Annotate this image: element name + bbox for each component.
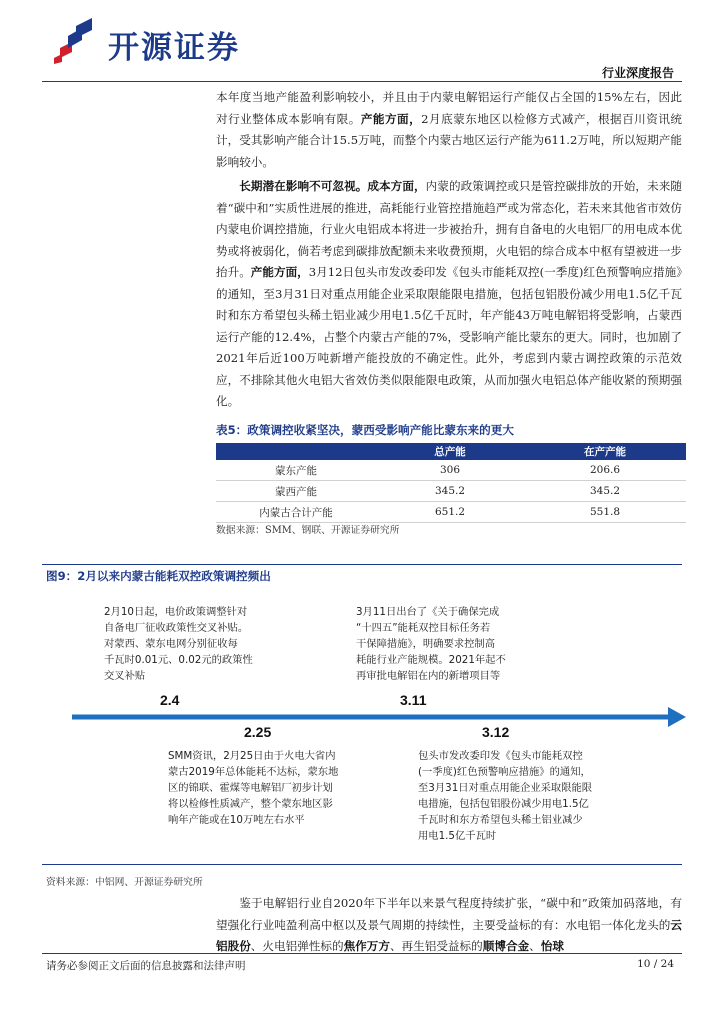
table-cell: 蒙东产能 [216, 460, 376, 481]
table-cell: 345.2 [376, 481, 524, 502]
event-text-mar12: 包头市发改委印发《包头市能耗双控 (一季度)红色预警响应措施》的通知， 至3月31日对重点用能企业采取限能限 电措施，包括包铝股份减少用电1.5亿 千瓦时和东方希望包头稀土铝业减少 用电1.5亿千瓦时 [418, 750, 593, 842]
event-text-feb25: SMM资讯，2月25日由于火电大省内 蒙古2019年总体能耗不达标，蒙东地 区的锦联、霍煤等电解铝厂初步计划 将以检修性质减产，整个蒙东地区影 响年产能或在10万吨左右水平 [168, 750, 339, 826]
figure-9-top-rule [42, 564, 682, 565]
table-cell: 306 [376, 460, 524, 481]
footer-divider [42, 953, 682, 954]
figure-9-caption: 图9：2月以来内蒙古能耗双控政策调控频出 [46, 569, 271, 583]
paragraph-1: 本年度当地产能盈利影响较小，并且由于内蒙电解铝运行产能仅占全国的15%左右，因此对行业整体成本影响有限。产能方面，2月底蒙东地区以检修方式减产，根据百川资讯统计，受其影响产能合计15.5万吨，而整个内蒙古地区运行产能为611.2万吨，所以短期产能影响较小。 [216, 90, 682, 169]
table-row [216, 481, 686, 502]
table-cell: 内蒙古合计产能 [216, 502, 376, 523]
table-header-row [216, 443, 686, 460]
timeline-arrow-icon [72, 704, 688, 730]
brand-name: 开源证券 [108, 30, 240, 66]
brand-logo-icon [50, 18, 100, 64]
table-5-caption: 表5：政策调控收紧坚决，蒙西受影响产能比蒙东来的更大 [216, 423, 514, 437]
timeline-date-label: 3.12 [482, 724, 510, 740]
table-cell: 345.2 [524, 481, 686, 502]
report-type-label: 行业深度报告 [601, 66, 674, 80]
table-cell: 551.8 [524, 502, 686, 523]
table-cell: 蒙西产能 [216, 481, 376, 502]
figure-9-bottom-rule [42, 864, 682, 865]
table-5 [216, 443, 686, 523]
footer-disclaimer: 请务必参阅正文后面的信息披露和法律声明 [46, 960, 246, 972]
paragraph-2: 长期潜在影响不可忽视。成本方面，内蒙的政策调控或只是管控碳排放的开始，未来随着“碳中和”实质性进展的推进，高耗能行业管控措施趋严或为常态化，若未来其他省市效仿内蒙电价调控措施，行业火电铝成本将进一步被抬升，拥有自备电的火电铝厂的用电成本优势或将被弱化，倘若考虑到碳排放配额未来收费预期，火电铝的综合成本中枢有望被进一步抬升。产能方面，3月12日包头市发改委印发《包头市能耗双控(一季度)红色预警响应措施》的通知，至3月31日对重点用能企业采取限能限电措施，包括包铝股份减少用电1.5亿千瓦时和东方希望包头稀土铝业减少用电1.5亿千瓦时，年产能43万吨电解铝将受影响，占蒙西运行产能的12.4%，占整个内蒙古产能的7%，受影响产能比蒙东的更大。同时，也加剧了2021年后近100万吨新增产能投放的不确定性。此外，考虑到内蒙古调控政策的示范效应，不排除其他火电铝大省效仿类似限能限电政策，从而加强火电铝总体产能收紧的预期强化。 [216, 179, 682, 408]
table-header-cell: 总产能 [376, 443, 524, 460]
table-row [216, 502, 686, 523]
table-cell: 206.6 [524, 460, 686, 481]
timeline-date-label: 2.4 [160, 692, 180, 708]
event-text-mar11: 3月11日出台了《关于确保完成 “十四五”能耗双控目标任务若 干保障措施》，明确要求控制高 耗能行业产能规模。2021年起不 再审批电解铝在内的新增项目等 [356, 606, 506, 682]
timeline-date-label: 3.11 [400, 692, 427, 708]
table-5-source: 数据来源：SMM、钢联、开源证券研究所 [216, 525, 400, 536]
table-header-cell: 在产产能 [524, 443, 686, 460]
page-number: 10 / 24 [637, 958, 674, 970]
timeline-date-label: 2.25 [244, 724, 272, 740]
event-text-feb4: 2月10日起，电价政策调整针对 自备电厂征收政策性交叉补贴。 对蒙西、蒙东电网分别征收每 千瓦时0.01元、0.02元的政策性 交叉补贴 [104, 606, 253, 682]
figure-9-source: 资料来源：中铝网、开源证券研究所 [46, 877, 203, 888]
paragraph-3: 鉴于电解铝行业自2020年下半年以来景气程度持续扩张，“碳中和”政策加码落地，有望强化行业吨盈利高中枢以及景气周期的持续性，主要受益标的有：水电铝一体化龙头的云铝股份、火电铝弹性标的焦作万方、再生铝受益标的顺博合金、怡球 [216, 896, 682, 953]
header-divider [42, 81, 682, 82]
table-cell: 651.2 [376, 502, 524, 523]
table-header-cell [216, 443, 376, 460]
table-row [216, 460, 686, 481]
